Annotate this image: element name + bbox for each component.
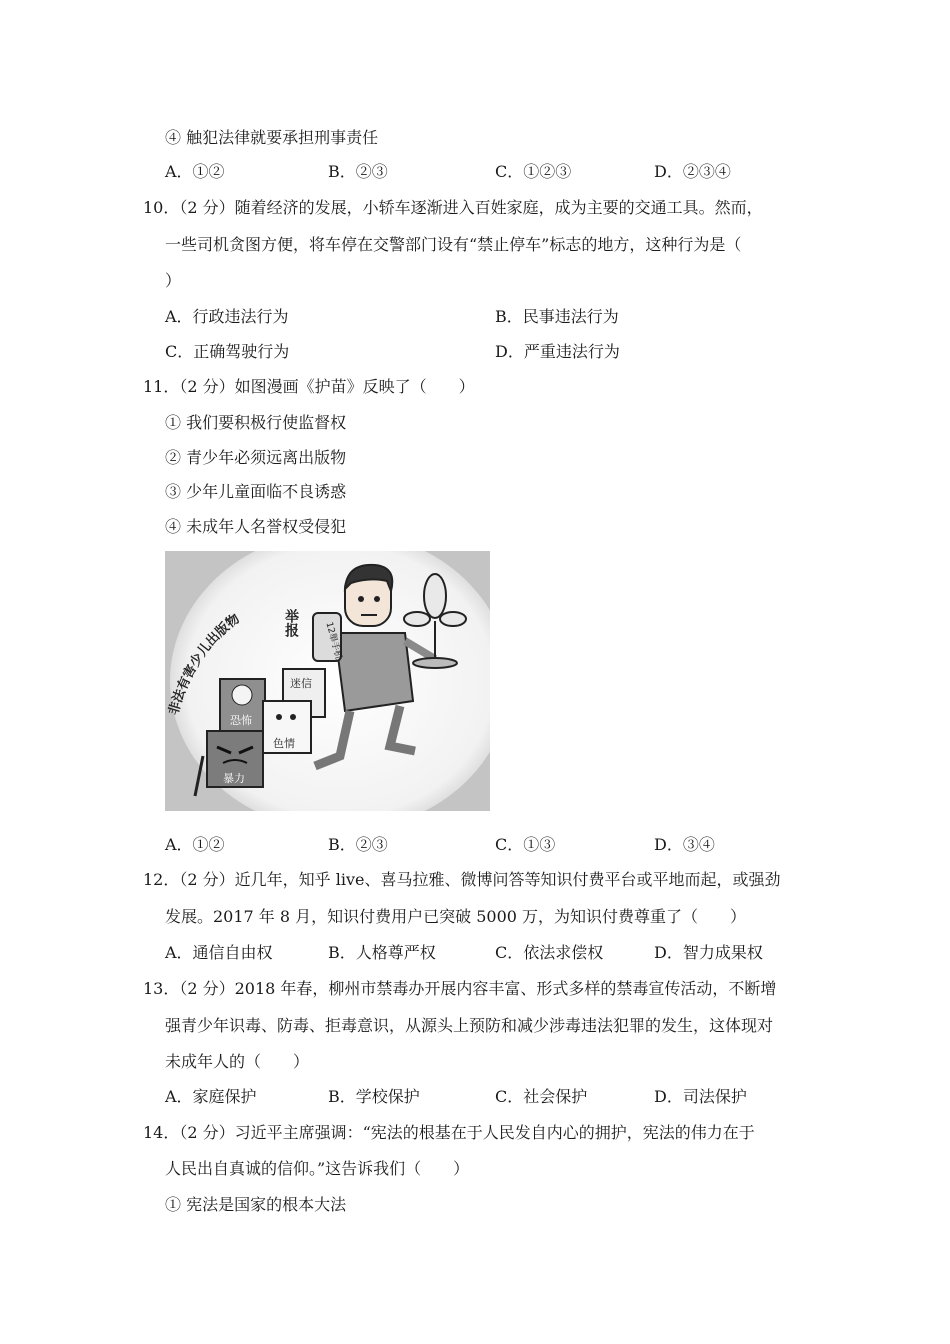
cartoon-book-porn (263, 701, 311, 753)
q10-option-d[interactable]: D．严重违法行为 (495, 342, 620, 361)
q11-option-b[interactable]: B．②③ (328, 835, 388, 854)
q12-option-d[interactable]: D．智力成果权 (654, 943, 763, 962)
q9-option-a[interactable]: A．①② (165, 162, 225, 181)
cartoon-svg (165, 551, 490, 811)
q13-option-d[interactable]: D．司法保护 (654, 1087, 747, 1106)
cartoon-phone-text: 12舉手机 (323, 621, 344, 661)
q10-stem-line-3: ） (165, 271, 182, 290)
q10-option-a[interactable]: A．行政违法行为 (165, 307, 289, 326)
q13-option-c[interactable]: C．社会保护 (495, 1087, 588, 1106)
q9-option-b[interactable]: B．②③ (328, 162, 388, 181)
q13-option-a[interactable]: A．家庭保护 (165, 1087, 257, 1106)
svg-text:暴力: 暴力 (223, 772, 245, 785)
q10-option-c[interactable]: C．正确驾驶行为 (165, 342, 290, 361)
q13-stem-line-3: 未成年人的（ ） (165, 1052, 310, 1071)
q9-option-c[interactable]: C．①②③ (495, 162, 572, 181)
q10-stem-line-1: 10．（2 分）随着经济的发展，小轿车逐渐进入百姓家庭，成为主要的交通工具。然而， (143, 198, 763, 217)
q14-statement-1: ① 宪法是国家的根本大法 (165, 1195, 347, 1214)
cartoon-banner-text: 非法有害少儿出版物 (166, 611, 243, 717)
q12-option-a[interactable]: A．通信自由权 (165, 943, 273, 962)
q14-stem-line-1: 14．（2 分）习近平主席强调：“宪法的根基在于人民发自内心的拥护，宪法的伟力在于 (143, 1123, 755, 1142)
q11-option-a[interactable]: A．①② (165, 835, 225, 854)
q11-statement-3: ③ 少年儿童面临不良诱惑 (165, 482, 347, 501)
q13-stem-line-2: 强青少年识毒、防毒、拒毒意识，从源头上预防和减少涉毒违法犯罪的发生，这体现对 (165, 1016, 774, 1035)
q13-option-b[interactable]: B．学校保护 (328, 1087, 420, 1106)
q13-stem-line-1: 13．（2 分）2018 年春，柳州市禁毒办开展内容丰富、形式多样的禁毒宣传活动，不断增 (143, 979, 777, 998)
svg-text:迷信: 迷信 (290, 677, 312, 690)
cartoon-book-horror (220, 679, 265, 731)
q11-statement-1: ① 我们要积极行使监督权 (165, 413, 347, 432)
q9-statement-4: ④ 触犯法律就要承担刑事责任 (165, 128, 379, 147)
q11-statement-4: ④ 未成年人名誉权受侵犯 (165, 517, 347, 536)
q11-option-d[interactable]: D．③④ (654, 835, 715, 854)
q10-stem-line-2: 一些司机贪图方便，将车停在交警部门设有“禁止停车”标志的地方，这种行为是（ (165, 235, 742, 254)
q9-option-d[interactable]: D．②③④ (654, 162, 731, 181)
q11-statement-2: ② 青少年必须远离出版物 (165, 448, 347, 467)
svg-text:色情: 色情 (273, 737, 295, 750)
q12-option-c[interactable]: C．依法求偿权 (495, 943, 604, 962)
q11-stem: 11．（2 分）如图漫画《护苗》反映了（ ） (143, 377, 475, 396)
svg-text:恐怖: 恐怖 (230, 714, 252, 727)
q12-stem-line-1: 12．（2 分）近几年，知乎 live、喜马拉雅、微博问答等知识付费平台或平地而起，或强劲 (143, 870, 781, 889)
cartoon-image (165, 551, 490, 811)
q12-stem-line-2: 发展。2017 年 8 月，知识付费用户已突破 5000 万，为知识付费尊重了（ ） (165, 907, 747, 926)
q14-stem-line-2: 人民出自真诚的信仰。”这告诉我们（ ） (165, 1159, 470, 1178)
q12-option-b[interactable]: B．人格尊严权 (328, 943, 436, 962)
q10-option-b[interactable]: B．民事违法行为 (495, 307, 619, 326)
cartoon-report-label: 举报 (283, 609, 299, 637)
q11-option-c[interactable]: C．①③ (495, 835, 556, 854)
